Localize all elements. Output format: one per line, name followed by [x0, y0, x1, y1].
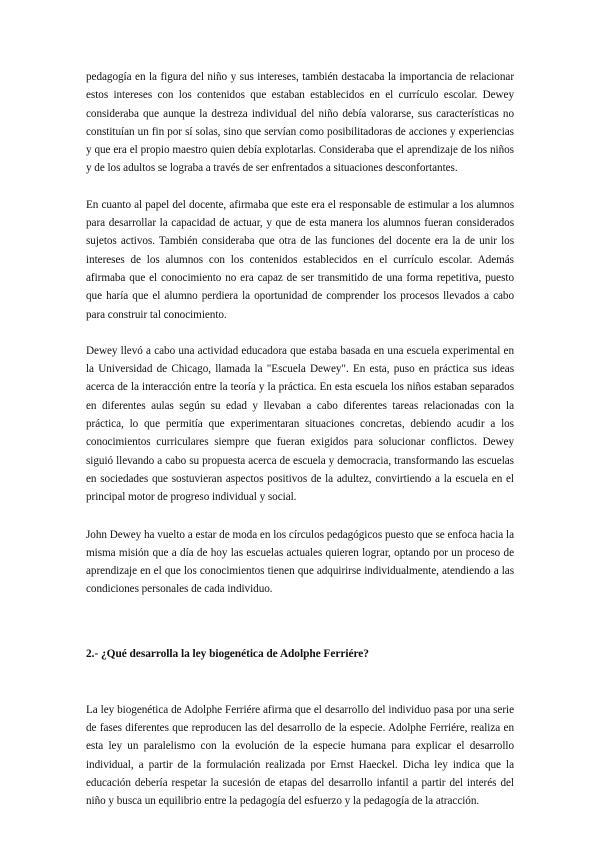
paragraph-teacher-role: En cuanto al papel del docente, afirmaba que este era el responsable de estimular a los alumnos para desarrollar la capacidad de actuar, y que de esta manera los alumnos fueran considerados sujetos activos. También consideraba que otra de las funciones del docente era la de unir los intereses de los alumnos con los contenidos establecidos en el currículo escolar. Además afirmaba que el conocimiento no era capaz de ser transmitido de una forma repetitiva, puesto que haría que el alumno perdiera la oportunidad de comprender los procesos llevados a cabo para construir tal conocimiento.: [86, 198, 514, 321]
paragraph-dewey-school: Dewey llevó a cabo una actividad educadora que estaba basada en una escuela experimental en la Universidad de Chicago, llamada la "Escuela Dewey". En esta, puso en práctica sus ideas acerca de la interacción entre la teoría y la práctica. En esta escuela los niños estaban separados en diferentes aulas según su edad y llevaban a cabo diferentes tareas relacionadas con la práctica, lo que permitía que experimentaran situaciones concretas, debiendo acudir a los conocimientos curriculares siempre que fueran exigidos para solucionar conflictos. Dewey siguió llevando a cabo su propuesta acerca de escuela y democracia, transformando las escuelas en sociedades que sostuvieran aspectos positivos de la adultez, convirtiendo a la escuela en el principal motor de progreso individual y social.: [86, 344, 514, 504]
paragraph-dewey-interests: pedagogía en la figura del niño y sus intereses, también destacaba la importancia de relacionar estos intereses con los contenidos que estaban establecidos en el currículo escolar. Dewey consideraba que aunque la destreza individual del niño debía valorarse, sus características no constituían un fin por sí solas, sino que servían como posibilitadoras de acciones y experiencias y que era el propio maestro quien debía explotarlas. Consideraba que el aprendizaje de los niños y de los adultos se lograba a través de ser enfrentados a situaciones desconfortantes.: [86, 71, 514, 175]
section-heading: 2.- ¿Qué desarrolla la ley biogenética de Adolphe Ferriére?: [86, 647, 369, 660]
document-page: [86, 68, 514, 811]
paragraph-biogenetic-law: La ley biogenética de Adolphe Ferriére afirma que el desarrollo del individuo pasa por una serie de fases diferentes que reproducen las del desarrollo de la especie. Adolphe Ferriére, realiza en esta ley un paralelismo con la evolución de la especie humana para explicar el desarrollo individual, a partir de la formulación realizada por Ernst Haeckel. Dicha ley indica que la educación debería respetar la sucesión de etapas del desarrollo infantil a partir del interés del niño y busca un equilibrio entre la pedagogía del esfuerzo y la pedagogía de la atracción.: [86, 703, 514, 808]
paragraph-dewey-today: John Dewey ha vuelto a estar de moda en los círculos pedagógicos puesto que se enfoca hacia la misma misión que a día de hoy las escuelas actuales quieren lograr, optando por un proceso de aprendizaje en el que los conocimientos tienen que adquirirse individualmente, atendiendo a las condiciones personales de cada individuo.: [86, 528, 514, 596]
